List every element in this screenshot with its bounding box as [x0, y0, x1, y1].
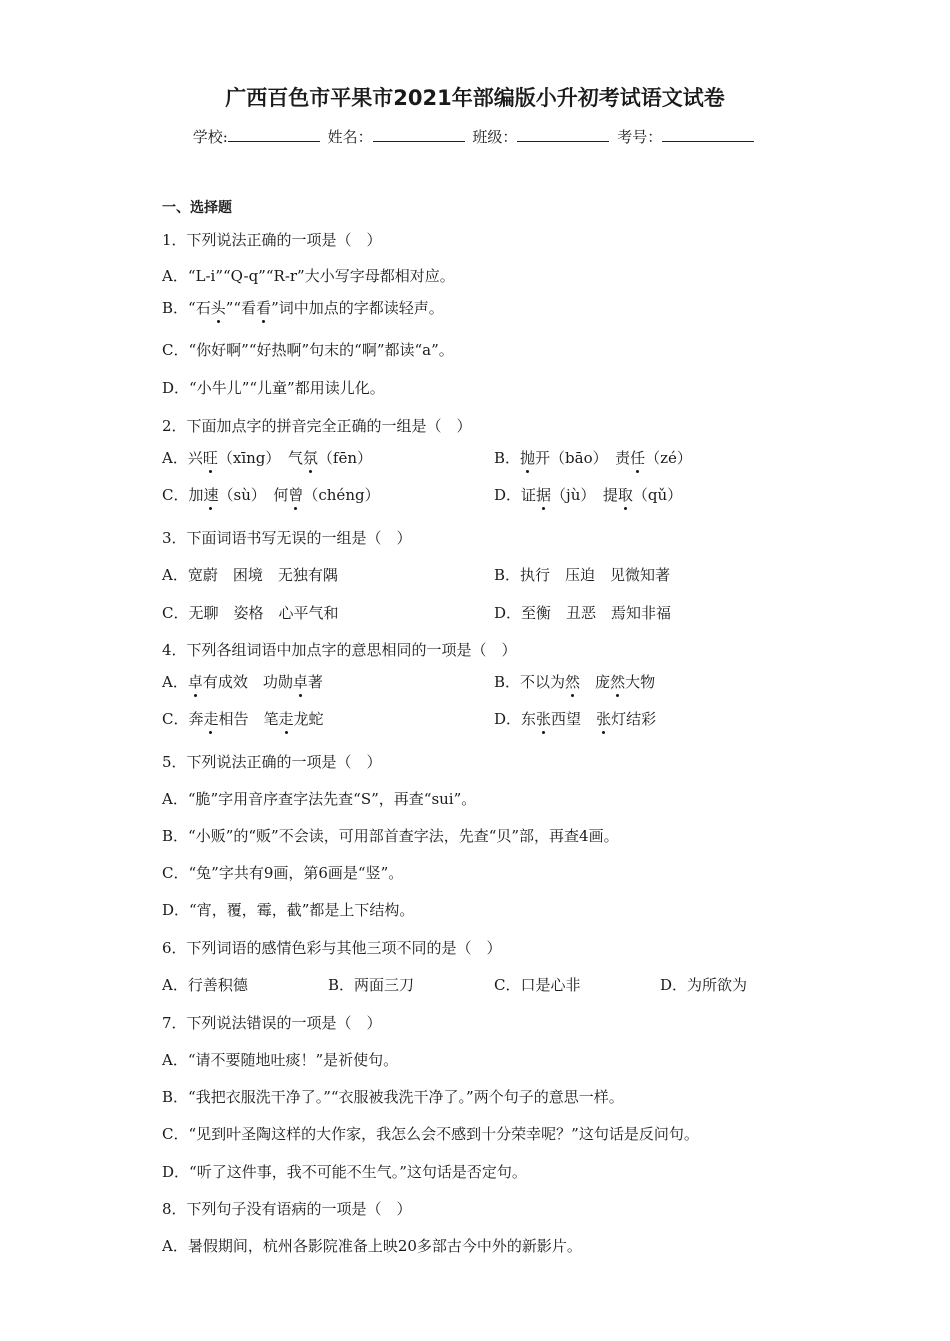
dotted-char: 氛	[302, 449, 318, 467]
dotted-char: 走	[203, 710, 219, 728]
question-5-option-b: B．“小贩”的“贩”不会读，可用部首查字法，先查“贝”部，再查4画。	[162, 827, 619, 845]
question-3-option-b: B．执行 压迫 见微知著	[494, 566, 671, 584]
question-1-option-a: A．“L-i”“Q-q”“R-r”大小写字母都相对应。	[162, 267, 455, 285]
question-2-option-d	[494, 485, 682, 505]
question-8-stem: 8．下列句子没有语病的一项是（ ）	[162, 1200, 412, 1218]
question-6-option-a: A．行善积德	[162, 976, 248, 994]
dotted-char: 卓	[292, 673, 308, 691]
dotted-char: 抛	[520, 449, 536, 467]
id-field[interactable]	[662, 127, 754, 142]
text: （chéng）	[303, 486, 380, 504]
question-1-option-d: D．“小牛儿”“儿童”都用读儿化。	[162, 379, 385, 397]
text: 大物	[625, 673, 656, 691]
text: 灯结彩	[611, 710, 657, 728]
dotted-char: 据	[536, 486, 552, 504]
text: 开（bāo） 责	[535, 449, 631, 467]
question-7-option-b: B．“我把衣服洗干净了。”“衣服被我洗干净了。”两个句子的意思一样。	[162, 1088, 624, 1106]
exam-title: 广西百色市平果市2021年部编版小升初考试语文试卷	[225, 86, 725, 110]
question-3-option-a: A．宽蔚 困境 无独有隅	[162, 566, 338, 584]
id-label: 考号：	[617, 128, 663, 146]
text: （jù） 提	[551, 486, 618, 504]
dotted-char: 然	[565, 673, 581, 691]
text: B．不以为	[494, 673, 566, 691]
dotted-char: 速	[203, 486, 219, 504]
section-heading: 一、选择题	[162, 200, 232, 216]
dotted-char: 然	[610, 673, 626, 691]
text: ”“看	[225, 299, 257, 317]
question-3-option-d: D．至衡 丑恶 焉知非福	[494, 604, 672, 622]
dotted-char: 头	[210, 299, 226, 317]
question-4-option-b	[494, 672, 655, 692]
text: （qǔ）	[632, 486, 683, 504]
dotted-char: 走	[278, 710, 294, 728]
dotted-char: 卓	[187, 673, 203, 691]
text: C．加	[162, 486, 204, 504]
question-6-stem: 6．下列词语的感情色彩与其他三项不同的是（ ）	[162, 939, 502, 957]
question-5-option-a: A．“脆”字用音序查字法先查“S”，再查“sui”。	[162, 790, 477, 808]
dotted-char: 看	[256, 299, 272, 317]
question-1-option-c: C．“你好啊”“好热啊”句末的“啊”都读“a”。	[162, 341, 454, 359]
question-2-stem: 2．下面加点字的拼音完全正确的一组是（ ）	[162, 417, 472, 435]
question-7-option-c: C．“见到叶圣陶这样的大作家，我怎么会不感到十分荣幸呢？”这句话是反问句。	[162, 1125, 699, 1143]
question-4-option-a	[162, 672, 323, 692]
question-8-option-a: A．暑假期间，杭州各影院准备上映20多部古今中外的新影片。	[162, 1237, 582, 1255]
question-5-stem: 5．下列说法正确的一项是（ ）	[162, 753, 382, 771]
text: （xīng） 气	[217, 449, 303, 467]
question-1-option-b	[162, 298, 444, 318]
dotted-char: 取	[617, 486, 633, 504]
text: B．“石	[162, 299, 211, 317]
dotted-char: 旺	[202, 449, 218, 467]
school-field[interactable]	[228, 127, 320, 142]
text: D．东	[494, 710, 537, 728]
text: （sù） 何	[218, 486, 289, 504]
question-5-option-d: D．“宵，覆，霉，截”都是上下结构。	[162, 901, 415, 919]
dotted-char: 张	[536, 710, 552, 728]
question-6-option-c: C．口是心非	[494, 976, 581, 994]
text: A．	[162, 673, 188, 691]
name-label: 姓名：	[327, 128, 373, 146]
question-7-stem: 7．下列说法错误的一项是（ ）	[162, 1014, 382, 1032]
question-2-option-c	[162, 485, 380, 505]
question-6-option-b: B．两面三刀	[328, 976, 415, 994]
text: 庞	[580, 673, 611, 691]
question-2-option-a	[162, 448, 372, 468]
question-4-stem: 4．下列各组词语中加点字的意思相同的一项是（ ）	[162, 641, 517, 659]
question-3-option-c: C．无聊 姿格 心平气和	[162, 604, 339, 622]
text: D．证	[494, 486, 537, 504]
question-4-option-c	[162, 709, 324, 729]
text: 著	[307, 673, 323, 691]
text: 相告 笔	[218, 710, 279, 728]
dotted-char: 曾	[288, 486, 304, 504]
question-4-option-d	[494, 709, 656, 729]
student-info-line	[0, 126, 950, 147]
question-1-stem: 1．下列说法正确的一项是（ ）	[162, 231, 382, 249]
class-label: 班级：	[472, 128, 518, 146]
text: ”词中加点的字都读轻声。	[271, 299, 444, 317]
school-label: 学校:	[192, 128, 228, 146]
question-7-option-d: D．“听了这件事，我不可能不生气。”这句话是否定句。	[162, 1163, 527, 1181]
question-6-option-d: D．为所欲为	[660, 976, 748, 994]
text: A．兴	[162, 449, 203, 467]
question-3-stem: 3．下面词语书写无误的一组是（ ）	[162, 529, 412, 547]
text: （fēn）	[317, 449, 372, 467]
question-2-option-b	[494, 448, 692, 468]
dotted-char: 任	[630, 449, 646, 467]
text: 西望	[551, 710, 597, 728]
text: B．	[494, 449, 521, 467]
text: （zé）	[645, 449, 692, 467]
class-field[interactable]	[517, 127, 609, 142]
text: C．奔	[162, 710, 204, 728]
question-7-option-a: A．“请不要随地吐痰！”是祈使句。	[162, 1051, 399, 1069]
name-field[interactable]	[373, 127, 465, 142]
question-5-option-c: C．“兔”字共有9画，第6画是“竖”。	[162, 864, 404, 882]
text: 有成效 功勋	[202, 673, 293, 691]
dotted-char: 张	[596, 710, 612, 728]
text: 龙蛇	[293, 710, 324, 728]
